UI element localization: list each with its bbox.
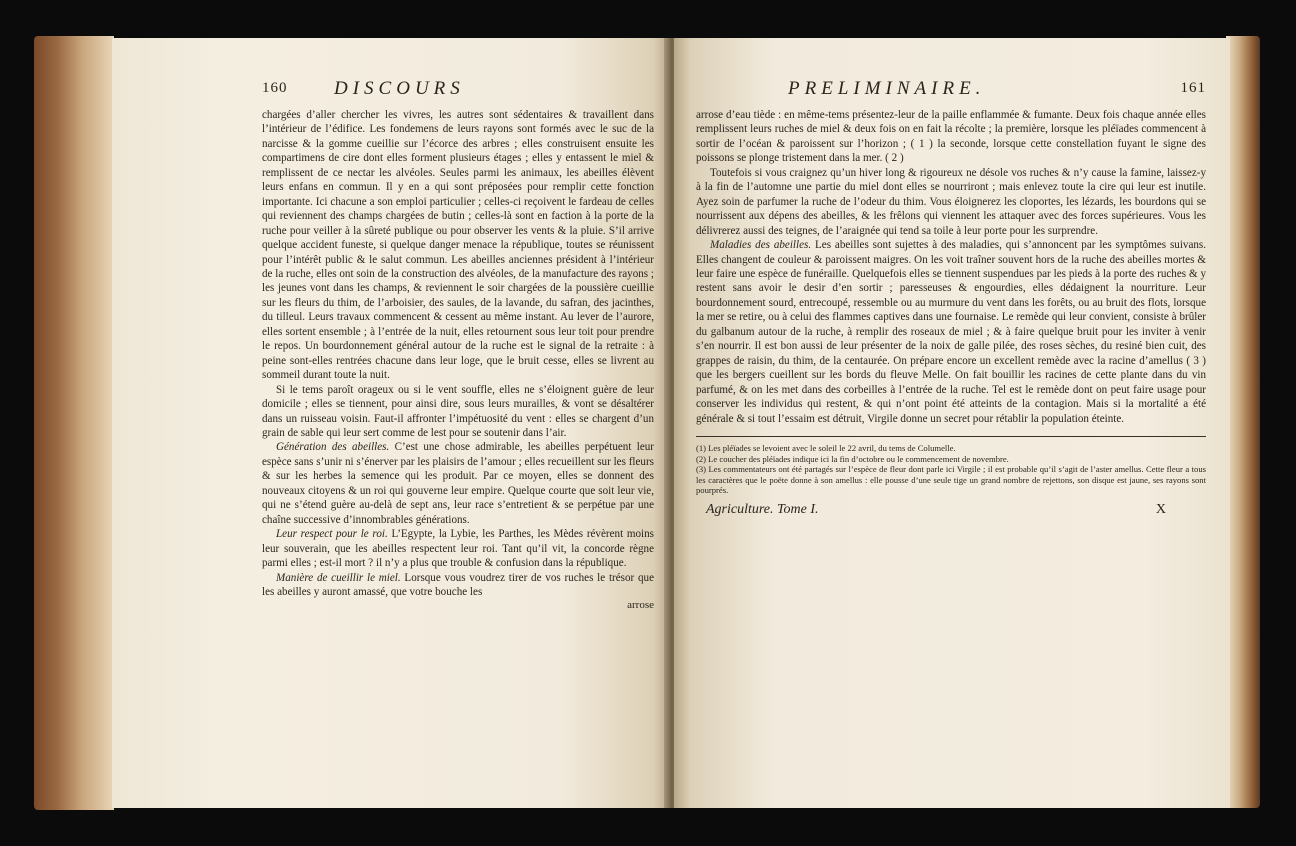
paragraph-text: Si le tems paroît orageux ou si le vent souffle, elles ne s’éloignent guère de leur domicile ; elles se tiennent, pour ainsi dire, sous leurs murailles, & vont se désaltérer dans un ruisseau voisin. Faut-il affronter l’impétuosité du vent : elles se chargent d’un grain de sable qui leur sert comme de lest pour se soutenir dans l’air. xyxy=(262,383,654,439)
paragraph xyxy=(262,571,654,600)
right-page-body xyxy=(696,108,1206,426)
left-catchword: arrose xyxy=(627,599,654,612)
right-page xyxy=(674,38,1230,808)
section-heading: Génération des abeilles. xyxy=(276,441,390,454)
volume-signature: Agriculture. Tome I. xyxy=(706,501,819,517)
paragraph xyxy=(696,166,1206,238)
section-heading: Maladies des abeilles. xyxy=(710,239,812,252)
paragraph-text: arrose d’eau tiède : en même-tems présentez-leur de la paille enflammée & fumante. Deux fois chaque année elles remplissent leurs ruches de miel & deux fois on en fait la récolte ; la première, lorsque les pléïades commencent à sortir de l’océan & paroissent sur l’horizon ; ( 1 ) la seconde, lorsque cette constellation fuyant le signe des poissons se plonge tristement dans la mer. ( 2 ) xyxy=(696,109,1206,165)
paragraph xyxy=(262,527,654,570)
paragraph xyxy=(262,108,654,383)
footnote: (2) Le coucher des pléïades indique ici la fin d’octobre ou le commencement de novembre. xyxy=(696,453,1009,464)
book-cover-left-edge xyxy=(34,36,114,810)
paragraph-text: C’est une chose admirable, les abeilles perpétuent leur espèce sans s’unir ni s’énerver par les plaisirs de l’amour ; elles recueillent sur les fleurs & sur les herbes la semence qui les produit. Par ce moyen, elles se donnent des nouveaux citoyens & un roi qui gouverne leur empire. Quelque courte que soit leur vie, qui ne s’étend guère au-delà de sept ans, leur race s’entretient & se perpétue par une chaîne successive d’innombrables générations. xyxy=(262,441,654,526)
book-cover-right-edge xyxy=(1226,36,1260,808)
left-page xyxy=(112,38,670,808)
gathering-mark: X xyxy=(1155,501,1166,517)
paragraph xyxy=(696,238,1206,426)
left-running-head xyxy=(262,80,654,102)
section-heading: Leur respect pour le roi. xyxy=(276,528,388,541)
footnote-rule xyxy=(696,436,1206,437)
paragraph xyxy=(262,440,654,527)
left-page-number: 160 xyxy=(262,80,288,96)
paragraph-text: chargées d’aller chercher les vivres, les autres sont sédentaires & travaillent dans l’intérieur de l’édifice. Les fondemens de leurs rayons sont formés avec le suc de la narcisse & la gomme cueillie sur l’écorce des arbres ; elles construisent ensuite les compartimens de cire dont elles forment plusieurs étages ; elles y entassent le miel & remplissent de ce nectar les alvéoles. Seules parmi les animaux, les abeilles élèvent leurs enfans en commun. Il y en a qui sont préposées pour remplir cette fonction importante. Ici chacune a son emploi particulier ; celles-ci reçoivent le fardeau de celles qui reviennent des champs chargées de butin ; celles-là sont en faction à la porte de la ruche pour veiller à la sûreté publique ou pour observer les vents & la pluie. S’il arrive quelque accident funeste, si quelque danger menace la république, toutes se réunissent pour l’intérêt public & le salut commun. Les abeilles anciennes président à l’intérieur de la ruche, elles ont soin de la construction des alvéoles, de la manufacture des rayons ; les jeunes vont dans les champs, & reviennent le soir chargées de la poussière cueillie sur les fleurs du thim, de l’arboisier, des saules, de la lavande, du safran, des jacinthes, du tilleul. Leurs travaux commencent & cessent au même instant. Au lever de l’aurore, elles sortent ensemble ; à l’entrée de la nuit, elles retournent sous leur toit pour prendre le repos. Un bourdonnement général autour de la ruche est le signal de la retraite : à peine sont-elles rentrées chacune dans leur loge, que le bruit cesse, elles se livrent au sommeil durant toute la nuit. xyxy=(262,109,654,382)
left-page-body xyxy=(262,108,654,599)
paragraph-text: Toutefois si vous craignez qu’un hiver long & rigoureux ne désole vos ruches & n’y cause la famine, laissez-y à la fin de l’automne une partie du miel dont elles se nourriront ; mais enlevez toute la cire qui leur est inutile. Ayez soin de parfumer la ruche de l’odeur du thim. Vous éloignerez les cloportes, les lézards, les bourdons qui se nourrissent aux dépens des abeilles, & les frêlons qui viennent les attaquer avec des forces supérieures. Vous les délivrerez aussi des teignes, de l’araignée qui tend sa toile à leur porte pour les surprendre. xyxy=(696,166,1206,237)
signature-line xyxy=(696,502,1206,520)
footnote: (1) Les pléïades se levoient avec le soleil le 22 avril, du tems de Columelle. xyxy=(696,442,956,453)
footnote: (3) Les commentateurs ont été partagés sur l’espèce de fleur dont parle ici Virgile ; il est probable qu’il s’agit de l’aster amellus. Cette fleur a tous les caractères que le poëte donne à son amellus : elle pousse d’une seule tige un grand nombre de rejettons, son disque est jaune, ses rayons sont pourprés. xyxy=(696,464,1206,496)
paragraph-text: L’Egypte, la Lybie, les Parthes, les Mèdes révèrent moins leur souverain, que les abeilles respectent leur roi. Tant qu’il vit, la concorde règne parmi elles ; est-il mort ? il n’y a plus que trouble & confusion dans la république. xyxy=(262,528,654,570)
right-page-number: 161 xyxy=(1180,80,1206,96)
section-heading: Manière de cueillir le miel. xyxy=(276,571,401,584)
right-running-title: PRELIMINAIRE. xyxy=(788,78,986,99)
paragraph xyxy=(262,383,654,441)
paragraph xyxy=(696,108,1206,166)
left-running-title: DISCOURS xyxy=(334,78,465,99)
footnotes xyxy=(696,443,1206,496)
right-running-head xyxy=(696,80,1206,102)
paragraph-text: Lorsque vous voudrez tirer de vos ruches le trésor que les abeilles y auront amassé, que votre bouche les xyxy=(262,571,655,598)
paragraph-text: Les abeilles sont sujettes à des maladies, qui s’annoncent par les symptômes suivans. Elles changent de couleur & paroissent maigres. On les voit traîner souvent hors de la ruche des abeilles mortes & leur faire une espèce de funéraille. Quelquefois elles se tiennent suspendues par les pieds à la porte des ruches & y restent sans avoir le desir d’en sortir ; paresseuses & engourdies, elles dédaignent la nourriture. Leur bourdonnement sourd, entrecoupé, ressemble ou au murmure du vent dans les forêts, ou au bruit des flots, lorsque la mer se retire, ou à celui des flammes captives dans une fournaise. Le remède qui leur convient, consiste à brûler du galbanum autour de la ruche, à remplir des roseaux de miel ; & à faire quelque bruit pour les inviter à venir s’en nourrir. Il est bon aussi de leur présenter de la noix de galle pilée, des roses sèches, du resiné bien cuit, des grappes de raisin, du thim, de la centaurée. On prépare encore un excellent remède avec la racine d’amellus ( 3 ) que les bergers cueillent sur les bords du fleuve Melle. On fait bouillir les racines de cette plante dans du vin parfumé, & on les met dans des corbeilles à l’entrée de la ruche. Tel est le remède dont on peut faire usage pour conserver les individus qui restent, & qui n’ont point été atteints de la contagion. Mais si la mortalité a été générale & si tout l’essaim est détruit, Virgile donne un secret pour rétablir la population éteinte. xyxy=(696,239,1207,425)
